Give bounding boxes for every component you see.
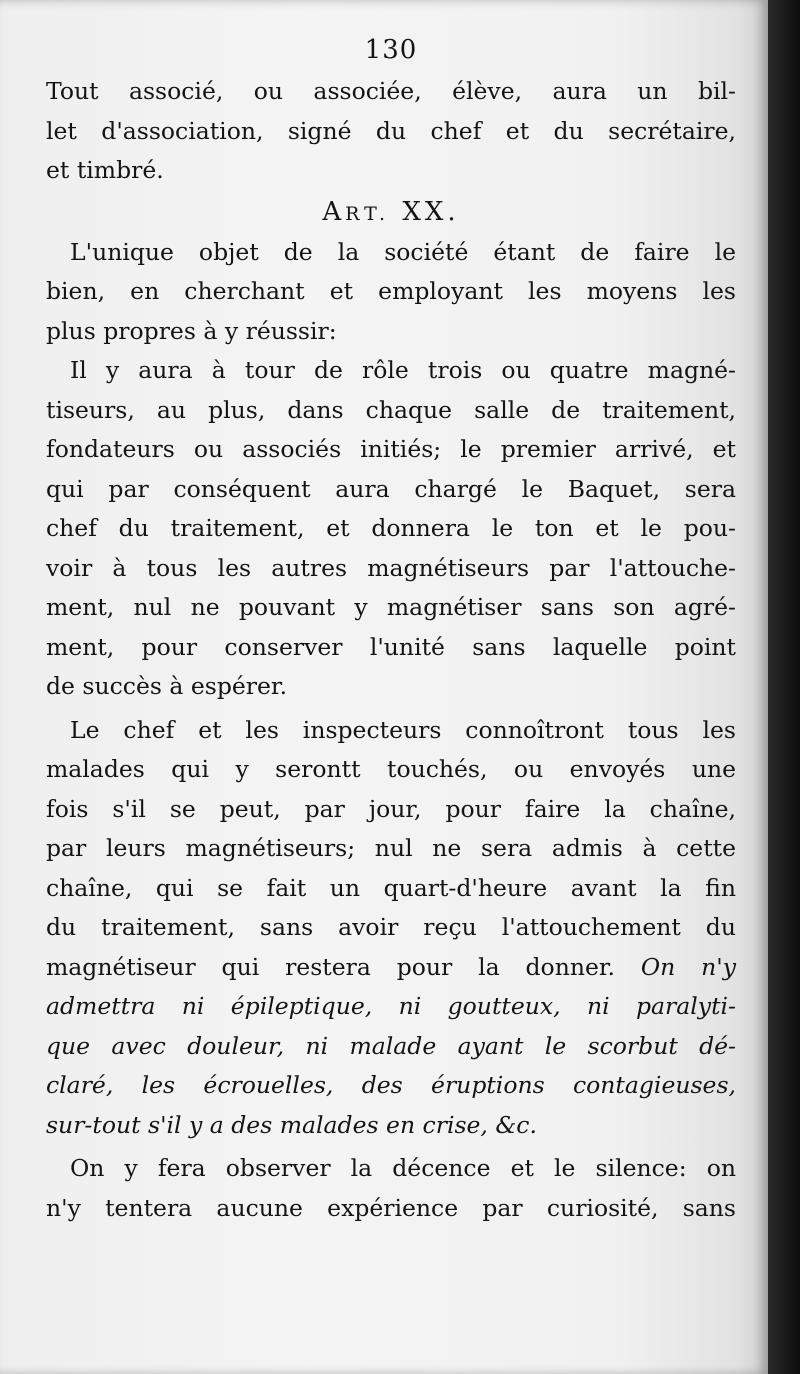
text-line: Tout associé, ou associée, élève, aura un bil- [46,77,736,105]
page-edge-shadow [768,0,800,1374]
page-text [46,28,736,1228]
paragraph-1 [46,72,736,191]
text-line: plus propres à y réussir: [46,316,337,345]
italic-line: claré, les écrouelles, des éruptions contagieuses, [46,1071,736,1099]
article-heading [46,191,736,233]
paragraph-4 [46,711,736,1146]
paragraph-5 [46,1149,736,1228]
italic-line: que avec douleur, ni malade ayant le scorbut dé- [46,1031,736,1060]
text-line: fois s'il se peut, par jour, pour faire la chaîne, [46,794,736,823]
page-number: 130 [364,35,418,65]
text-line: ment, pour conserver l'unité sans laquelle point [46,632,736,661]
paragraph-2 [46,233,736,352]
text-line: Le chef et les inspecteurs connoîtront tous les [70,715,736,744]
text-line: par leurs magnétiseurs; nul ne sera admis à cette [46,834,736,862]
text-line: et timbré. [46,156,164,184]
text-line: voir à tous les autres magnétiseurs par l'attouche- [46,553,736,582]
text-line: qui par conséquent aura chargé le Baquet, sera [46,474,736,503]
heading-prefix: A [322,196,346,227]
heading-small-caps: RT. [345,202,391,225]
paragraph-3 [46,351,736,707]
italic-line: sur-tout s'il y a des malades en crise, &c. [46,1110,537,1139]
text-line: ment, nul ne pouvant y magnétiser sans son agré- [46,593,736,621]
text-line: n'y tentera aucune expérience par curiosité, sans [46,1193,736,1222]
text-line: tiseurs, au plus, dans chaque salle de traitement, [46,395,736,424]
text-line: du traitement, sans avoir reçu l'attouchement du [46,913,736,941]
text-line: let d'association, signé du chef et du secrétaire, [46,116,736,145]
text-line: de succès à espérer. [46,672,288,700]
text-line: malades qui y serontt touchés, ou envoyés une [46,755,736,783]
heading-numeral: XX. [402,196,460,227]
text-line: Il y aura à tour de rôle trois ou quatre magné- [70,356,736,384]
text-line: chaîne, qui se fait un quart-d'heure avant la fin [46,873,736,902]
italic-segment: On n'y [640,952,736,981]
text-line: chef du traitement, et donnera le ton et le pou- [46,514,736,542]
italic-line: admettra ni épileptique, ni goutteux, ni paralyti- [46,992,736,1020]
text-line: On y fera observer la décence et le silence: on [70,1154,736,1182]
text-segment: magnétiseur qui restera pour la donner. [46,952,615,981]
text-line: fondateurs ou associés initiés; le premier arrivé, et [46,435,736,463]
text-line: L'unique objet de la société étant de faire le [70,237,736,266]
text-line: bien, en cherchant et employant les moyens les [46,277,736,305]
text-line-mixed [46,948,736,988]
